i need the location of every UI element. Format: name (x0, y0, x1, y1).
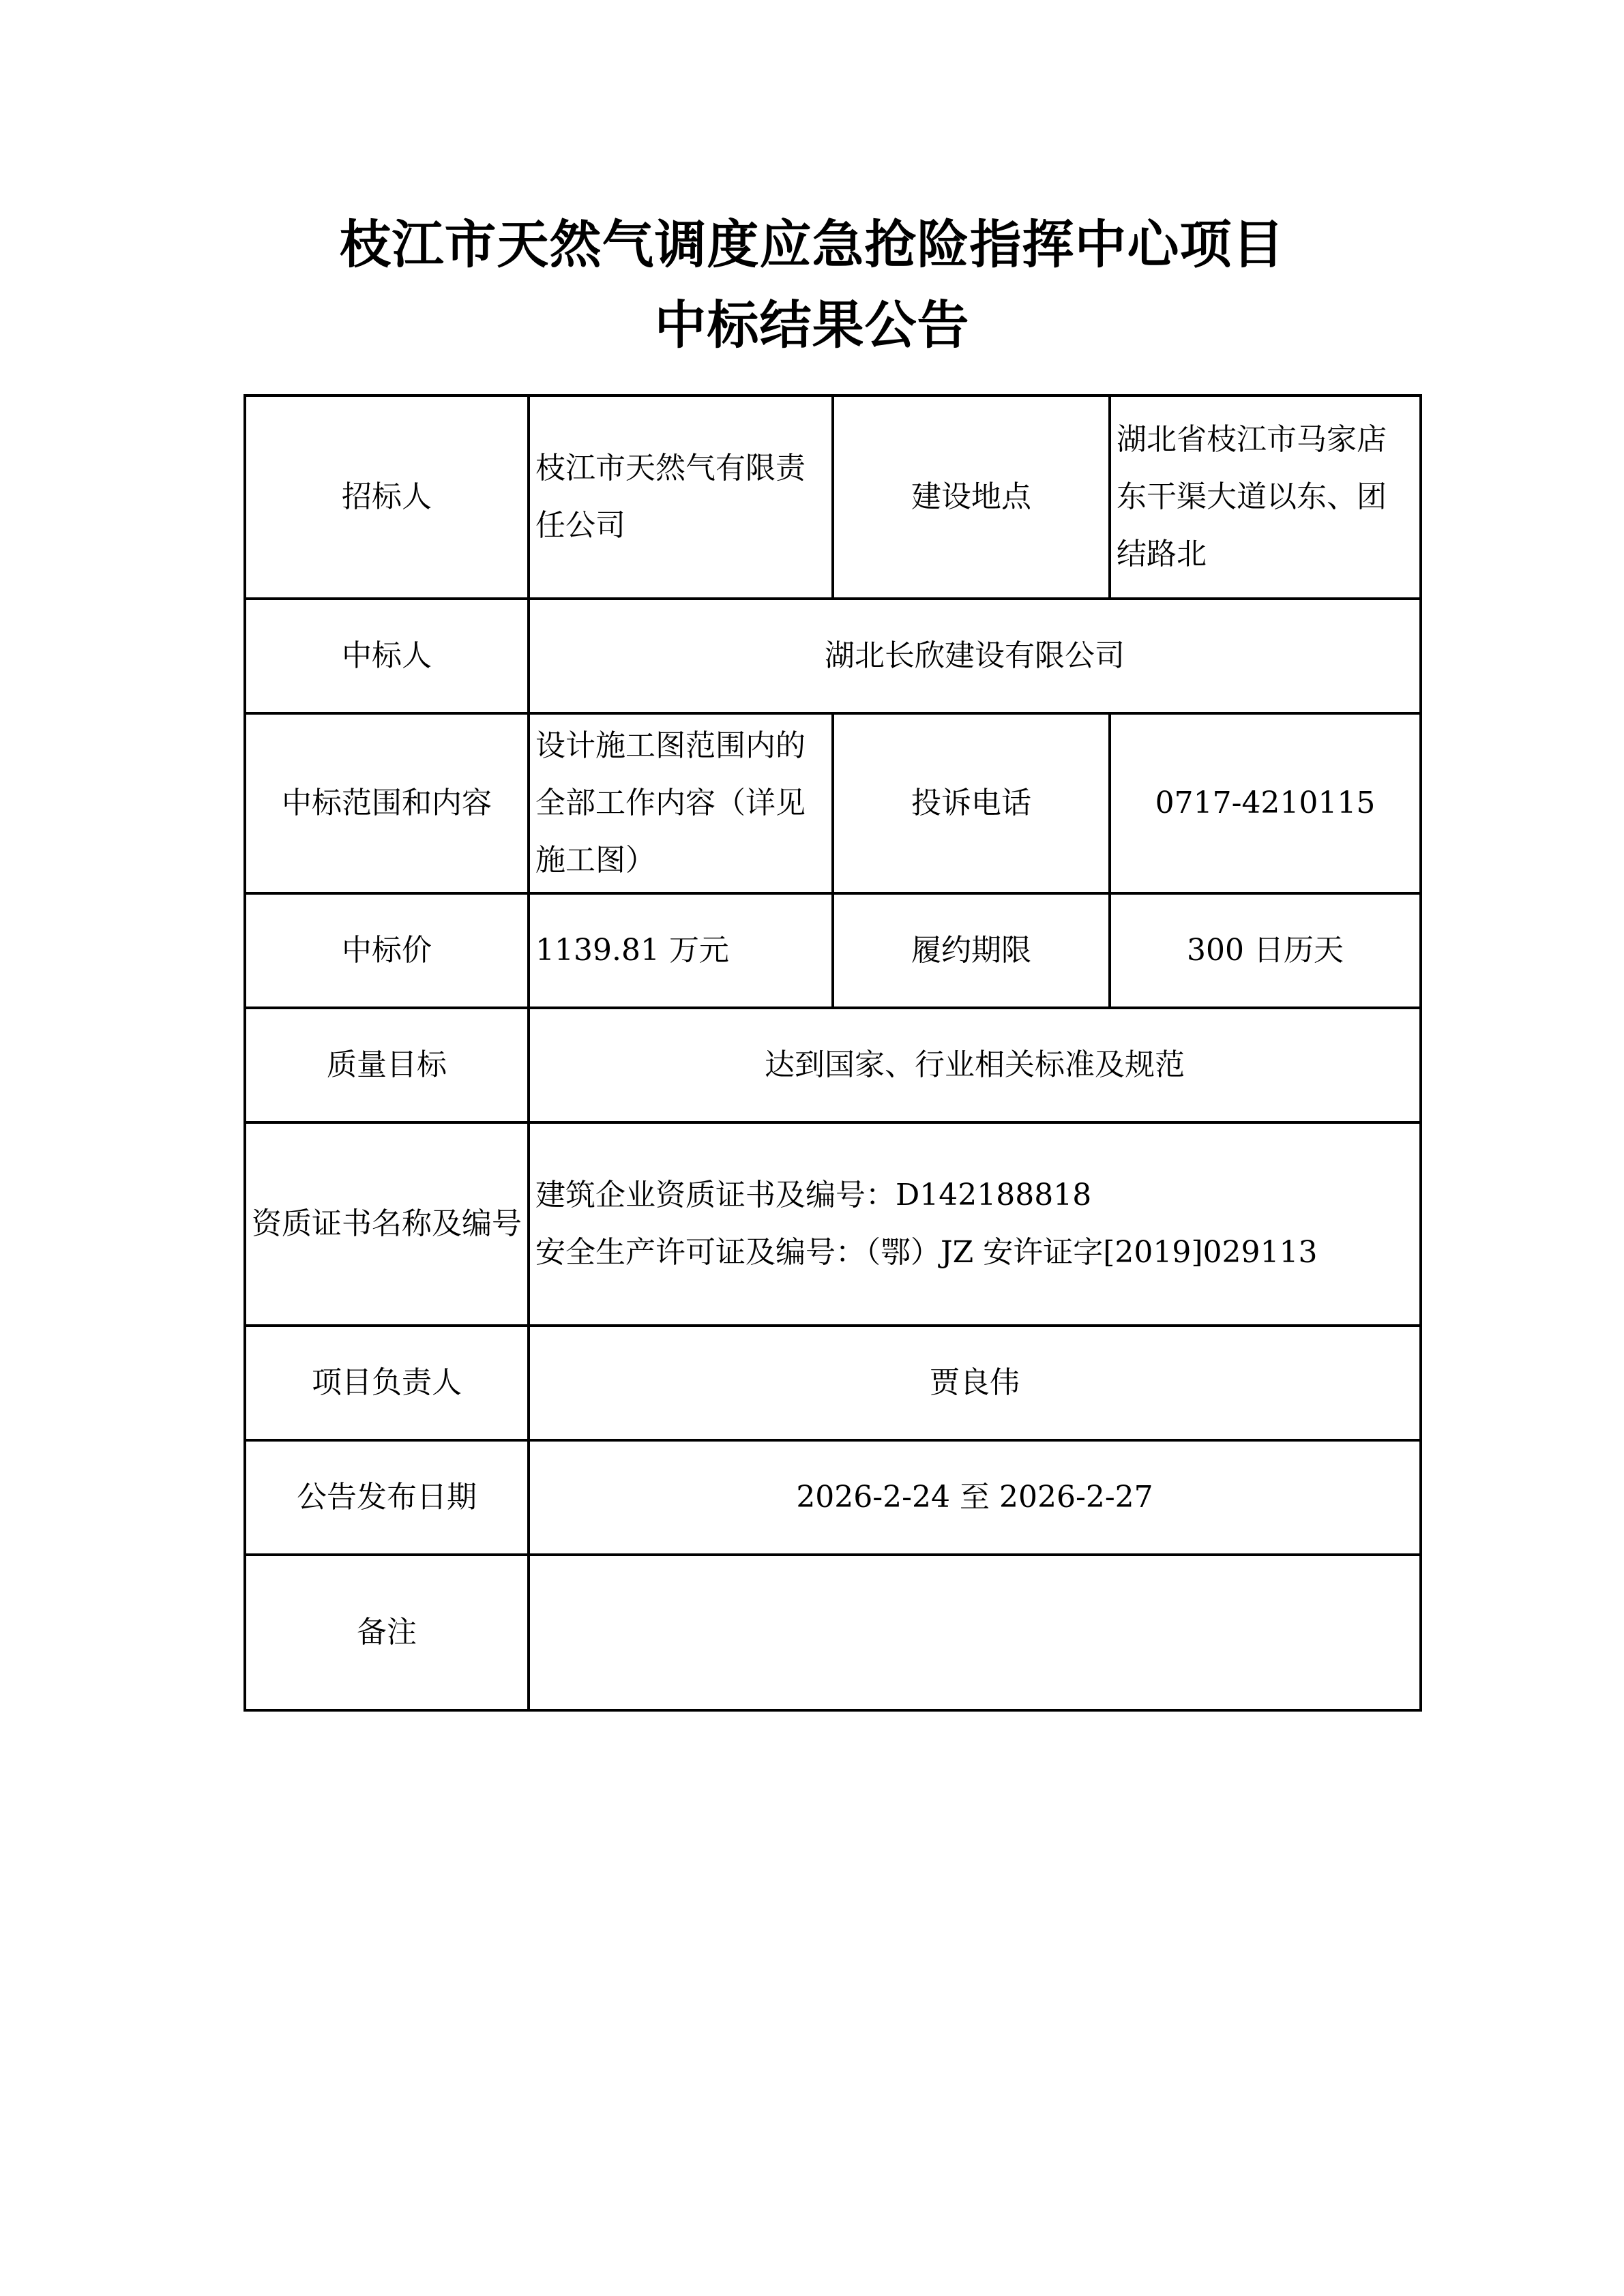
winner-value: 湖北长欣建设有限公司 (529, 599, 1421, 713)
row-quality (245, 1008, 1421, 1122)
row-certificates (245, 1122, 1421, 1326)
row-price (245, 893, 1421, 1008)
remarks-value (529, 1555, 1421, 1710)
remarks-label: 备注 (245, 1555, 529, 1710)
tenderer-value: 枝江市天然气有限责任公司 (529, 396, 833, 599)
quality-value: 达到国家、行业相关标准及规范 (529, 1008, 1421, 1122)
complaint-phone: 0717-4210115 (1110, 713, 1421, 893)
complaint-label: 投诉电话 (833, 713, 1110, 893)
row-winner (245, 599, 1421, 713)
scope-value: 设计施工图范围内的全部工作内容（详见施工图） (529, 713, 833, 893)
row-date (245, 1440, 1421, 1555)
cert-line-2: 安全生产许可证及编号：（鄂）JZ 安许证字[2019]029113 (535, 1235, 1318, 1270)
site-value: 湖北省枝江市马家店东干渠大道以东、团结路北 (1110, 396, 1421, 599)
manager-value: 贾良伟 (529, 1326, 1421, 1440)
page-title (0, 205, 1624, 366)
quality-label: 质量目标 (245, 1008, 529, 1122)
date-value: 2026-2-24 至 2026-2-27 (529, 1440, 1421, 1555)
award-notice-table (243, 394, 1422, 1712)
row-manager (245, 1326, 1421, 1440)
cert-label: 资质证书名称及编号 (245, 1122, 529, 1326)
tenderer-label: 招标人 (245, 396, 529, 599)
winner-label: 中标人 (245, 599, 529, 713)
row-tenderer (245, 396, 1421, 599)
price-label: 中标价 (245, 893, 529, 1008)
scope-label: 中标范围和内容 (245, 713, 529, 893)
price-value: 1139.81 万元 (529, 893, 833, 1008)
period-value: 300 日历天 (1110, 893, 1421, 1008)
cert-value (529, 1122, 1421, 1326)
manager-label: 项目负责人 (245, 1326, 529, 1440)
title-line-2: 中标结果公告 (654, 295, 970, 355)
row-remarks (245, 1555, 1421, 1710)
cert-line-1: 建筑企业资质证书及编号：D142188818 (535, 1178, 1092, 1212)
period-label: 履约期限 (833, 893, 1110, 1008)
site-label: 建设地点 (833, 396, 1110, 599)
row-scope (245, 713, 1421, 893)
title-line-1: 枝江市天然气调度应急抢险指挥中心项目 (339, 214, 1285, 275)
date-label: 公告发布日期 (245, 1440, 529, 1555)
